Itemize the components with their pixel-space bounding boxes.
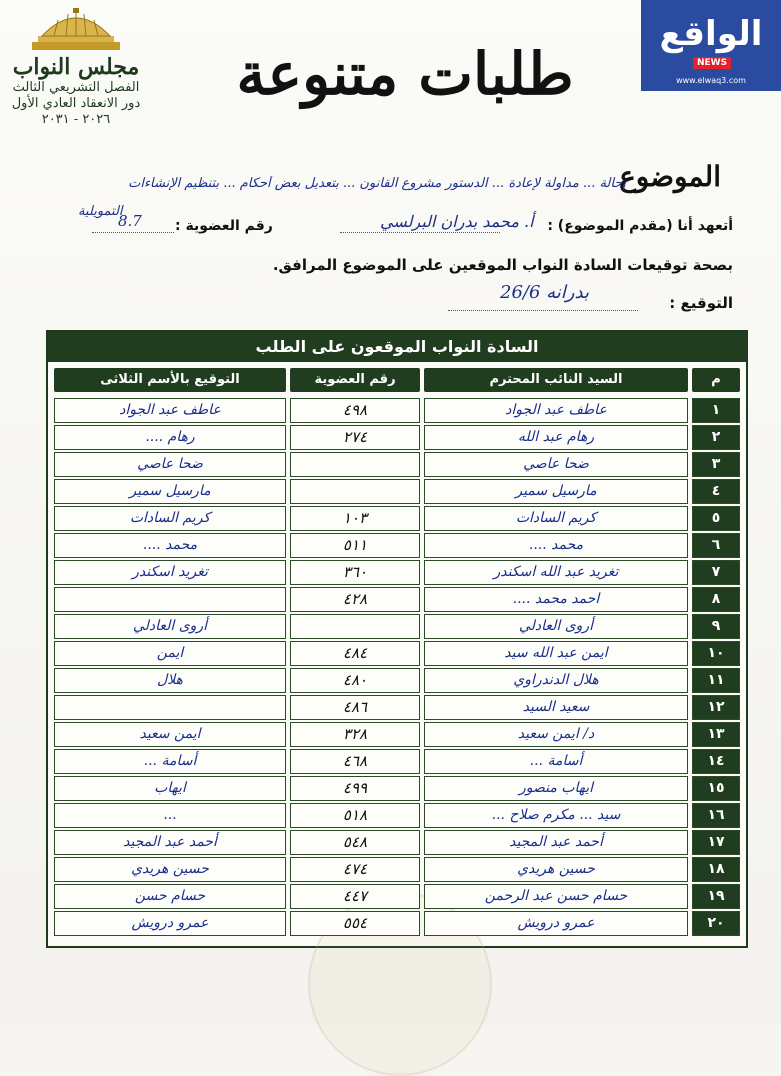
- member-name: عمرو درويش: [424, 911, 688, 936]
- membership-number-cell: ٥١١: [290, 533, 420, 558]
- row-number: ٥: [692, 506, 740, 531]
- membership-number-cell: ١٠٣: [290, 506, 420, 531]
- table-row: [54, 857, 740, 883]
- table-row: [54, 641, 740, 667]
- member-signature: حسام حسن: [54, 884, 286, 909]
- member-name: أروى العادلي: [424, 614, 688, 639]
- membership-number-cell: ٤٤٧: [290, 884, 420, 909]
- membership-number-cell: ٤٨٤: [290, 641, 420, 666]
- table-row: [54, 911, 740, 937]
- signature-dotted-line: [448, 310, 638, 311]
- row-number: ٩: [692, 614, 740, 639]
- membership-number: 8.7: [118, 212, 142, 230]
- pledge-label: أتعهد أنا (مقدم الموضوع) :: [547, 218, 733, 234]
- member-name: ايهاب منصور: [424, 776, 688, 801]
- member-signature: تغريد اسكندر: [54, 560, 286, 585]
- member-signature: حسين هريدي: [54, 857, 286, 882]
- member-name: سيد ... مكرم صلاح ...: [424, 803, 688, 828]
- membership-number-cell: ٥٤٨: [290, 830, 420, 855]
- logo-news-badge: NEWS: [693, 57, 731, 69]
- row-number: ١١: [692, 668, 740, 693]
- member-signature: أحمد عبد المجيد: [54, 830, 286, 855]
- table-row: [54, 884, 740, 910]
- member-name: كريم السادات: [424, 506, 688, 531]
- membership-dotted-line: [92, 232, 174, 233]
- member-signature: أروى العادلي: [54, 614, 286, 639]
- table-row: [54, 668, 740, 694]
- subject-text: إحالة ... مداولة لإعادة ... الدستور مشروع القانون ... بتعديل بعض أحكام ... بتنظيم الإنشاءات: [128, 176, 626, 191]
- presenter-name: أ. محمد بدران البرلسي: [380, 212, 534, 231]
- session-text: دور الانعقاد العادي الأول: [11, 96, 141, 111]
- membership-number-cell: [290, 614, 420, 639]
- row-number: ٣: [692, 452, 740, 477]
- membership-label: رقم العضوية :: [175, 218, 273, 234]
- row-number: ٢٠: [692, 911, 740, 936]
- table-row: [54, 614, 740, 640]
- column-header-name: السيد النائب المحترم: [424, 368, 688, 392]
- table-title: السادة النواب الموقعون على الطلب: [48, 332, 746, 362]
- page-title: طلبات متنوعة: [236, 40, 574, 108]
- membership-number-cell: ٣٦٠: [290, 560, 420, 585]
- member-name: احمد محمد ....: [424, 587, 688, 612]
- member-signature: [54, 587, 286, 612]
- session-years: ٢٠٢٦ - ٢٠٣١: [41, 112, 111, 127]
- member-name: رهام عبد الله: [424, 425, 688, 450]
- member-name: أحمد عبد المجيد: [424, 830, 688, 855]
- row-number: ١٢: [692, 695, 740, 720]
- member-name: د/ ايمن سعيد: [424, 722, 688, 747]
- member-name: ضحا عاصي: [424, 452, 688, 477]
- table-row: [54, 722, 740, 748]
- row-number: ١٥: [692, 776, 740, 801]
- membership-number-cell: ٤٩٨: [290, 398, 420, 423]
- member-name: عاطف عبد الجواد: [424, 398, 688, 423]
- table-row: [54, 803, 740, 829]
- row-number: ٨: [692, 587, 740, 612]
- column-header-no: م: [692, 368, 740, 392]
- member-signature: كريم السادات: [54, 506, 286, 531]
- table-row: [54, 560, 740, 586]
- row-number: ١٨: [692, 857, 740, 882]
- table-row: [54, 533, 740, 559]
- membership-number-cell: ٢٧٤: [290, 425, 420, 450]
- column-header-signature: التوقيع بالأسم الثلاثى: [54, 368, 286, 392]
- subject-text-continued: التمويلية: [78, 204, 123, 219]
- logo-url: www.elwaq3.com: [676, 76, 746, 85]
- signatories-table: [46, 330, 748, 948]
- member-signature: ضحا عاصي: [54, 452, 286, 477]
- row-number: ١٣: [692, 722, 740, 747]
- table-row: [54, 587, 740, 613]
- parliament-name: مجلس النواب: [12, 54, 140, 80]
- validity-statement: بصحة توقيعات السادة النواب الموقعين على الموضوع المرافق.: [272, 256, 733, 274]
- table-row: [54, 425, 740, 451]
- logo-word: الواقع: [659, 14, 763, 54]
- row-number: ٧: [692, 560, 740, 585]
- member-signature: عمرو درويش: [54, 911, 286, 936]
- member-signature: عاطف عبد الجواد: [54, 398, 286, 423]
- news-logo: [641, 0, 781, 91]
- member-signature: ايهاب: [54, 776, 286, 801]
- membership-number-cell: ٤٧٤: [290, 857, 420, 882]
- member-name: تغريد عبد الله اسكندر: [424, 560, 688, 585]
- membership-number-cell: ٤٨٦: [290, 695, 420, 720]
- membership-number-cell: ٤٩٩: [290, 776, 420, 801]
- member-name: محمد ....: [424, 533, 688, 558]
- member-signature: ايمن سعيد: [54, 722, 286, 747]
- dome-logo-icon: [28, 8, 124, 52]
- member-name: ايمن عبد الله سيد: [424, 641, 688, 666]
- member-signature: محمد ....: [54, 533, 286, 558]
- table-row: [54, 398, 740, 424]
- member-signature: ايمن: [54, 641, 286, 666]
- column-header-membership: رقم العضوية: [290, 368, 420, 392]
- member-name: حسام حسن عبد الرحمن: [424, 884, 688, 909]
- legislative-term: الفصل التشريعي الثالث: [12, 80, 140, 95]
- table-row: [54, 695, 740, 721]
- table-row: [54, 776, 740, 802]
- row-number: ١: [692, 398, 740, 423]
- row-number: ١٩: [692, 884, 740, 909]
- row-number: ٢: [692, 425, 740, 450]
- row-number: ٤: [692, 479, 740, 504]
- membership-number-cell: [290, 452, 420, 477]
- table-row: [54, 749, 740, 775]
- row-number: ١٦: [692, 803, 740, 828]
- member-name: هلال الدندراوي: [424, 668, 688, 693]
- member-signature: هلال: [54, 668, 286, 693]
- subject-label: الموضوع: [619, 160, 721, 193]
- membership-number-cell: ٥٥٤: [290, 911, 420, 936]
- member-signature: [54, 695, 286, 720]
- member-signature: رهام ....: [54, 425, 286, 450]
- member-signature: مارسيل سمير: [54, 479, 286, 504]
- table-row: [54, 506, 740, 532]
- presenter-signature: بدرانه 26/6: [500, 282, 589, 303]
- row-number: ١٠: [692, 641, 740, 666]
- member-name: أسامة ...: [424, 749, 688, 774]
- membership-number-cell: ٣٢٨: [290, 722, 420, 747]
- table-row: [54, 452, 740, 478]
- row-number: ١٤: [692, 749, 740, 774]
- table-row: [54, 830, 740, 856]
- member-signature: ...: [54, 803, 286, 828]
- member-name: سعيد السيد: [424, 695, 688, 720]
- member-name: حسين هريدي: [424, 857, 688, 882]
- row-number: ١٧: [692, 830, 740, 855]
- member-signature: أسامة ...: [54, 749, 286, 774]
- signature-label: التوقيع :: [669, 294, 733, 312]
- membership-number-cell: ٥١٨: [290, 803, 420, 828]
- membership-number-cell: ٤٢٨: [290, 587, 420, 612]
- membership-number-cell: [290, 479, 420, 504]
- member-name: مارسيل سمير: [424, 479, 688, 504]
- membership-number-cell: ٤٨٠: [290, 668, 420, 693]
- membership-number-cell: ٤٦٨: [290, 749, 420, 774]
- parliament-brand: [6, 8, 146, 127]
- table-row: [54, 479, 740, 505]
- row-number: ٦: [692, 533, 740, 558]
- presenter-dotted-line: [340, 232, 500, 233]
